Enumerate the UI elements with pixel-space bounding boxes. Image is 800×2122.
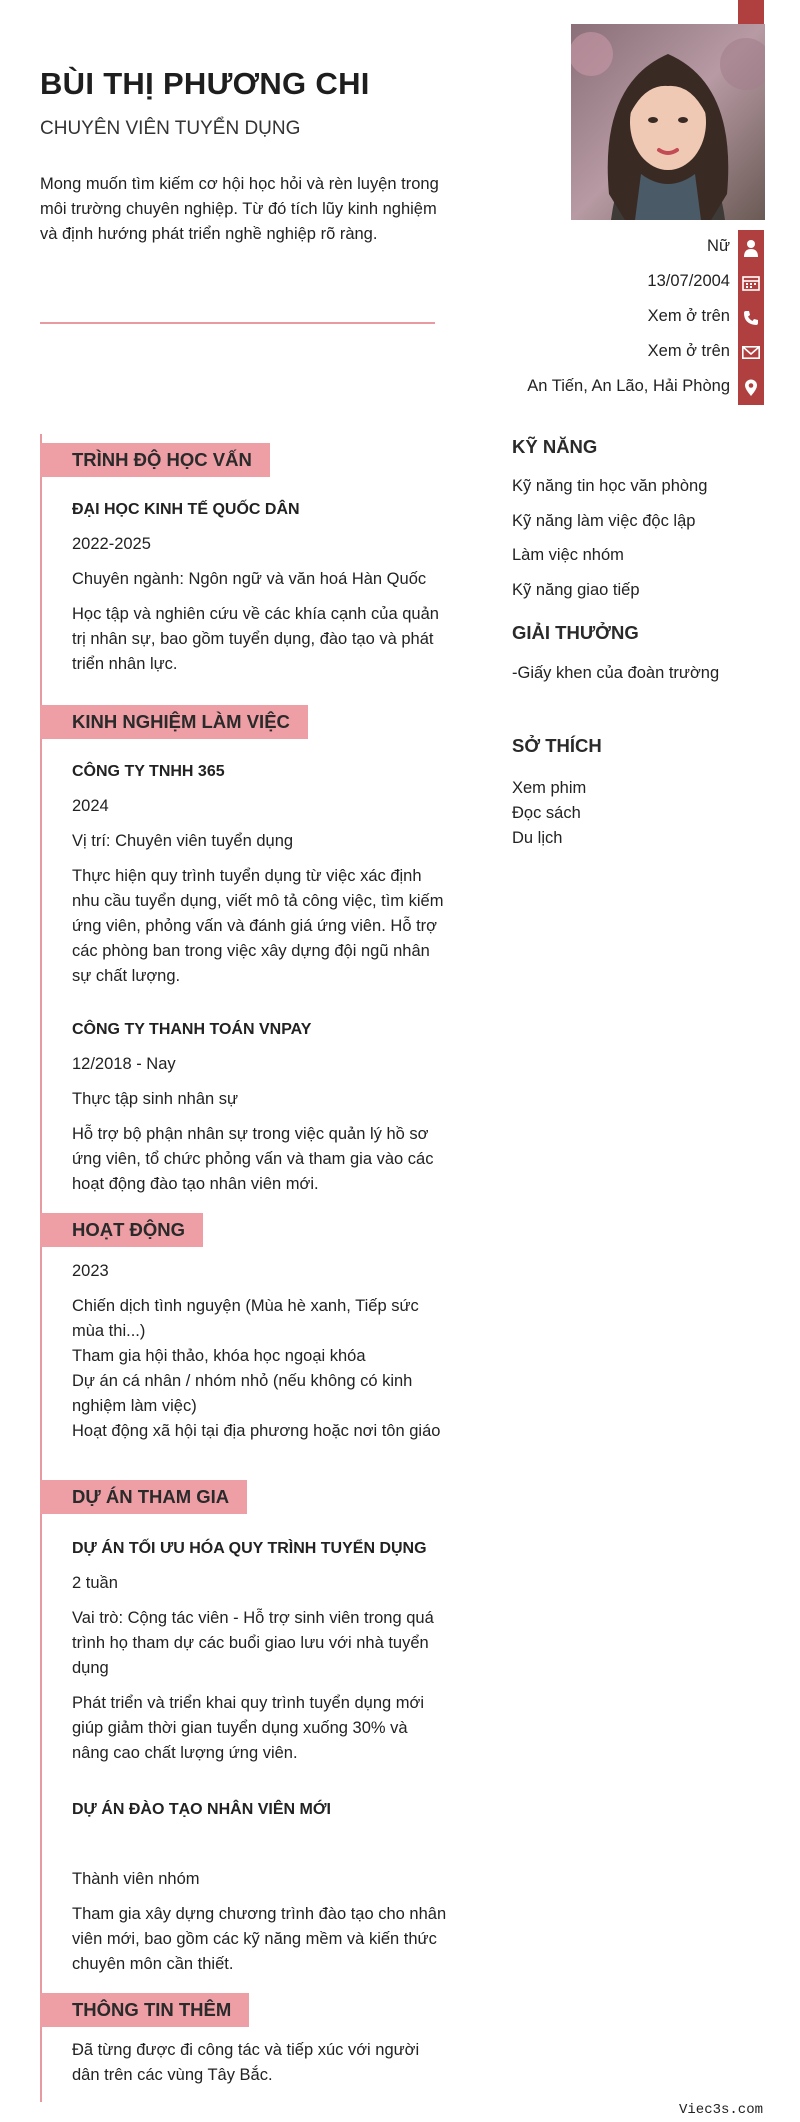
envelope-icon bbox=[738, 335, 764, 370]
experience-period: 12/2018 - Nay bbox=[72, 1055, 176, 1073]
activity-line: Tham gia hội thảo, khóa học ngoại khóa bbox=[72, 1347, 366, 1365]
email-text: Xem ở trên bbox=[647, 342, 730, 360]
experience-item bbox=[72, 759, 447, 989]
hobby-item: Du lịch bbox=[512, 829, 563, 847]
education-block bbox=[72, 497, 447, 677]
experience-description: Hỗ trợ bộ phận nhân sự trong việc quản lý hồ sơ ứng viên, tổ chức phỏng vấn và tham gia vào các hoạt động đào tạo nhân viên mới. bbox=[72, 1125, 434, 1193]
header-divider bbox=[40, 322, 435, 324]
projects-heading: DỰ ÁN THAM GIA bbox=[40, 1480, 247, 1514]
gender-text: Nữ bbox=[707, 237, 730, 255]
accent-bar bbox=[738, 0, 764, 24]
project-item bbox=[72, 1797, 447, 1977]
contact-address bbox=[500, 370, 764, 404]
experience-position: Thực tập sinh nhân sự bbox=[72, 1090, 239, 1108]
additional-heading: THÔNG TIN THÊM bbox=[40, 1993, 249, 2027]
company-name: CÔNG TY TNHH 365 bbox=[72, 763, 225, 780]
additional-text: Đã từng được đi công tác và tiếp xúc với người dân trên các vùng Tây Bắc. bbox=[72, 2041, 420, 2084]
contact-birthday bbox=[500, 265, 764, 299]
company-name: CÔNG TY THANH TOÁN VNPAY bbox=[72, 1021, 312, 1038]
experience-period: 2024 bbox=[72, 797, 109, 815]
hobby-item: Xem phim bbox=[512, 779, 587, 797]
activities-block bbox=[72, 1259, 447, 1444]
career-objective: Mong muốn tìm kiếm cơ hội học hỏi và rèn luyện trong môi trường chuyên nghiệp. Từ đó tích lũy kinh nghiệm và định hướng phát triển nghề nghiệp rõ ràng. bbox=[40, 175, 439, 243]
activities-heading: HOẠT ĐỘNG bbox=[40, 1213, 203, 1247]
contact-phone bbox=[500, 300, 764, 334]
activities-period: 2023 bbox=[72, 1262, 109, 1280]
skills-heading: KỸ NĂNG bbox=[512, 436, 598, 457]
calendar-icon bbox=[738, 265, 764, 300]
project-name: DỰ ÁN ĐÀO TẠO NHÂN VIÊN MỚI bbox=[72, 1801, 331, 1818]
education-major: Chuyên ngành: Ngôn ngữ và văn hoá Hàn Quốc bbox=[72, 570, 427, 588]
awards-list bbox=[512, 664, 762, 683]
activity-line: Hoạt động xã hội tại địa phương hoặc nơi tôn giáo bbox=[72, 1422, 441, 1440]
timeline-line bbox=[40, 434, 42, 2102]
phone-icon bbox=[738, 300, 764, 335]
contact-gender bbox=[500, 230, 764, 264]
project-period bbox=[72, 1832, 447, 1857]
project-name: DỰ ÁN TỐI ƯU HÓA QUY TRÌNH TUYỂN DỤNG bbox=[72, 1540, 427, 1557]
education-heading: TRÌNH ĐỘ HỌC VẤN bbox=[40, 443, 270, 477]
awards-heading: GIẢI THƯỞNG bbox=[512, 622, 639, 643]
education-description: Học tập và nghiên cứu về các khía cạnh của quản trị nhân sự, bao gồm tuyển dụng, đào tạo và phát triển nhân lực. bbox=[72, 605, 439, 673]
project-role: Thành viên nhóm bbox=[72, 1870, 200, 1888]
map-pin-icon bbox=[738, 370, 764, 405]
phone-text: Xem ở trên bbox=[647, 307, 730, 325]
candidate-name: BÙI THỊ PHƯƠNG CHI bbox=[40, 66, 370, 101]
hobbies-list bbox=[512, 776, 762, 851]
skill-item: Kỹ năng tin học văn phòng bbox=[512, 477, 708, 495]
contact-email bbox=[500, 335, 764, 369]
activity-line: Dự án cá nhân / nhóm nhỏ (nếu không có kinh nghiệm làm việc) bbox=[72, 1372, 413, 1415]
birthday-text: 13/07/2004 bbox=[647, 272, 730, 290]
activity-line: Chiến dịch tình nguyện (Mùa hè xanh, Tiếp sức mùa thi...) bbox=[72, 1297, 419, 1340]
experience-description: Thực hiện quy trình tuyển dụng từ việc xác định nhu cầu tuyển dụng, viết mô tả công việc, tìm kiếm ứng viên, phỏng vấn và đánh giá ứng viên. Hỗ trợ các phòng ban trong việc xây dựng đội ngũ nhân sự chất lượng. bbox=[72, 867, 444, 985]
skill-item: Kỹ năng làm việc độc lập bbox=[512, 511, 696, 530]
school-name: ĐẠI HỌC KINH TẾ QUỐC DÂN bbox=[72, 501, 300, 518]
project-period: 2 tuần bbox=[72, 1574, 118, 1592]
project-description: Tham gia xây dựng chương trình đào tạo cho nhân viên mới, bao gồm các kỹ năng mềm và kiến thức chuyên môn cần thiết. bbox=[72, 1905, 447, 1973]
skills-list bbox=[512, 477, 762, 615]
award-item: -Giấy khen của đoàn trường bbox=[512, 664, 720, 682]
experience-heading: KINH NGHIỆM LÀM VIỆC bbox=[40, 705, 308, 739]
skill-item: Làm việc nhóm bbox=[512, 546, 624, 564]
experience-position: Vị trí: Chuyên viên tuyển dụng bbox=[72, 832, 294, 850]
hobbies-heading: SỞ THÍCH bbox=[512, 735, 602, 756]
profile-photo bbox=[571, 24, 765, 220]
project-item bbox=[72, 1536, 447, 1766]
skill-item: Kỹ năng giao tiếp bbox=[512, 580, 640, 599]
education-period: 2022-2025 bbox=[72, 535, 151, 553]
project-description: Phát triển và triển khai quy trình tuyển dụng mới giúp giảm thời gian tuyển dụng xuống 30% và nâng cao chất lượng ứng viên. bbox=[72, 1694, 425, 1762]
person-icon bbox=[738, 230, 764, 265]
address-text: An Tiến, An Lão, Hải Phòng bbox=[527, 377, 730, 395]
experience-item bbox=[72, 1017, 447, 1197]
hobby-item: Đọc sách bbox=[512, 804, 581, 822]
job-title: CHUYÊN VIÊN TUYỂN DỤNG bbox=[40, 118, 301, 139]
site-watermark: Viec3s.com bbox=[678, 2102, 763, 2118]
project-role: Vai trò: Cộng tác viên - Hỗ trợ sinh viên trong quá trình họ tham dự các buổi giao lưu với nhà tuyển dụng bbox=[72, 1609, 434, 1677]
